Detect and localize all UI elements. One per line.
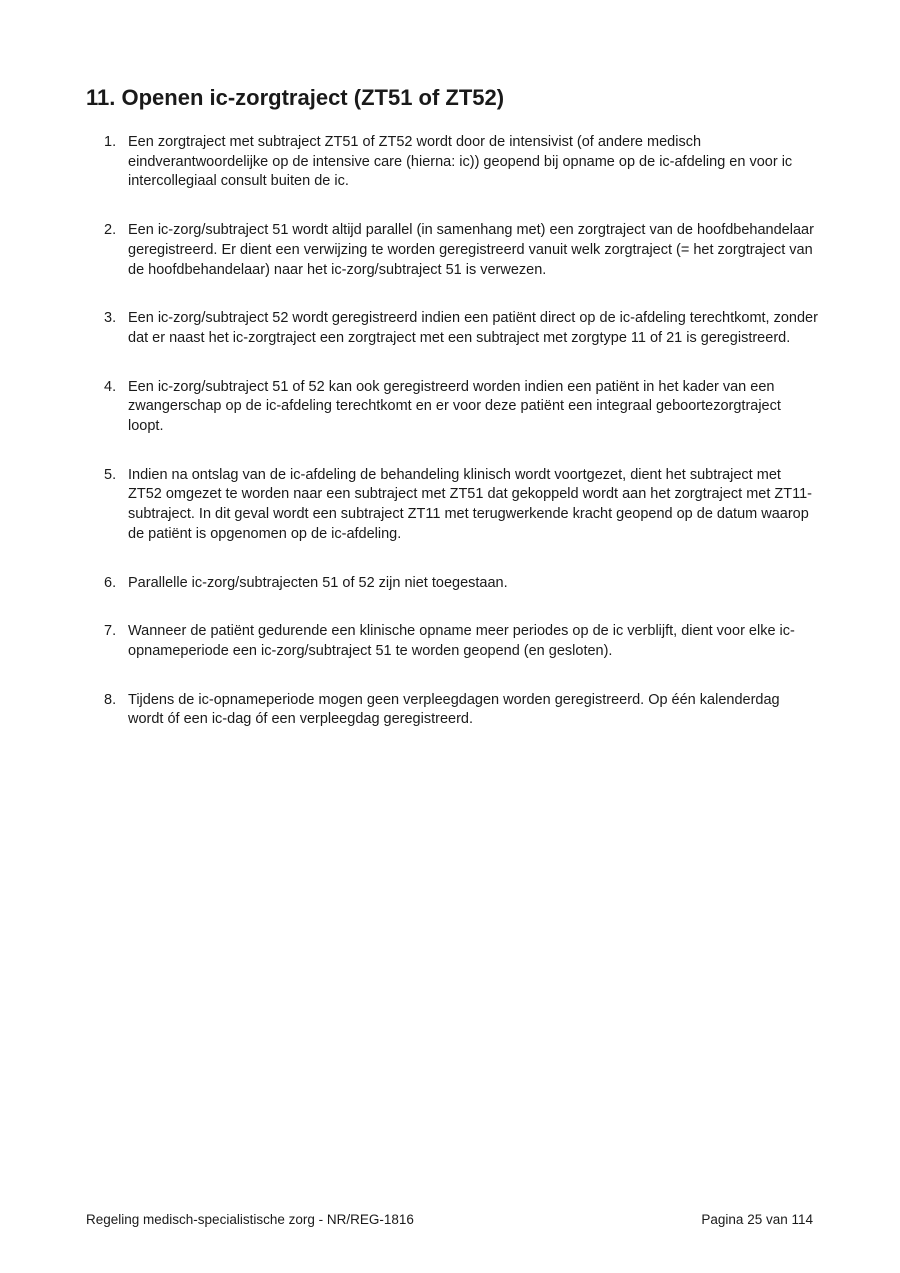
list-item-number: 6. [104,574,117,591]
list-item [104,574,818,594]
footer-document-reference: Regeling medisch-specialistische zorg - NR/REG-1816 [86,1212,414,1227]
list-item-text: Een zorgtraject met subtraject ZT51 of ZT52 wordt door de intensivist (of andere medisch eindverantwoordelijke op de intensive care (hierna: ic)) geopend bij opname op de ic-afdeling en voor ic intercollegiaal consult buiten de ic. [128,134,793,190]
list-item-number: 4. [104,378,117,395]
list-item [104,622,818,661]
list-item-number: 2. [104,222,117,239]
list-item [104,691,818,730]
list-item-text: Tijdens de ic-opnameperiode mogen geen verpleegdagen worden geregistreerd. Op één kalenderdag wordt óf een ic-dag óf een verpleegdag geregistreerd. [128,691,780,728]
rules-list [104,133,818,759]
list-item-text: Parallelle ic-zorg/subtrajecten 51 of 52 zijn niet toegestaan. [128,574,508,591]
list-item-text: Een ic-zorg/subtraject 51 of 52 kan ook geregistreerd worden indien een patiënt in het kader van een zwangerschap op de ic-afdeling terechtkomt en er voor deze patiënt een integraal geboortezorgtraject loopt. [128,378,781,435]
list-item-number: 8. [104,691,117,708]
list-item-text: Wanneer de patiënt gedurende een klinische opname meer periodes op de ic verblijft, dient voor elke ic-opnameperiode een ic-zorg/subtraject 51 te worden geopend (en gesloten). [128,623,795,659]
page-footer [86,1211,813,1229]
list-item [104,221,818,280]
list-item-text: Een ic-zorg/subtraject 51 wordt altijd parallel (in samenhang met) een zorgtraject van de hoofdbehandelaar geregistreerd. Er dient een verwijzing te worden geregistreerd vanuit welk zorgtraject (= het zorgtraject van de hoofdbehandelaar) naar het ic-zorg/subtraject 51 is verwezen. [128,222,814,278]
list-item [104,466,818,545]
list-item-number: 3. [104,310,117,327]
list-item-number: 1. [104,134,117,150]
list-item [104,309,818,348]
list-item [104,378,818,437]
page-title: 11. Openen ic-zorgtraject (ZT51 of ZT52) [86,85,505,110]
list-item-number: 7. [104,623,117,640]
list-item-number: 5. [104,466,117,483]
list-item [104,133,818,192]
footer-page-number: Pagina 25 van 114 [701,1212,813,1227]
list-item-text: Een ic-zorg/subtraject 52 wordt geregistreerd indien een patiënt direct op de ic-afdeling terechtkomt, zonder dat er naast het ic-zorgtraject een zorgtraject met een subtraject met zorgtype 11 of 21 is geregistreerd. [128,310,818,346]
list-item-text: Indien na ontslag van de ic-afdeling de behandeling klinisch wordt voortgezet, dient het subtraject met ZT52 omgezet te worden naar een subtraject met ZT51 dat gekoppeld wordt aan het zorgtraject met ZT11-subtraject. In dit geval wordt een subtraject ZT11 met terugwerkende kracht geopend op de datum waarop de patiënt is opgenomen op de ic-afdeling. [128,466,812,542]
